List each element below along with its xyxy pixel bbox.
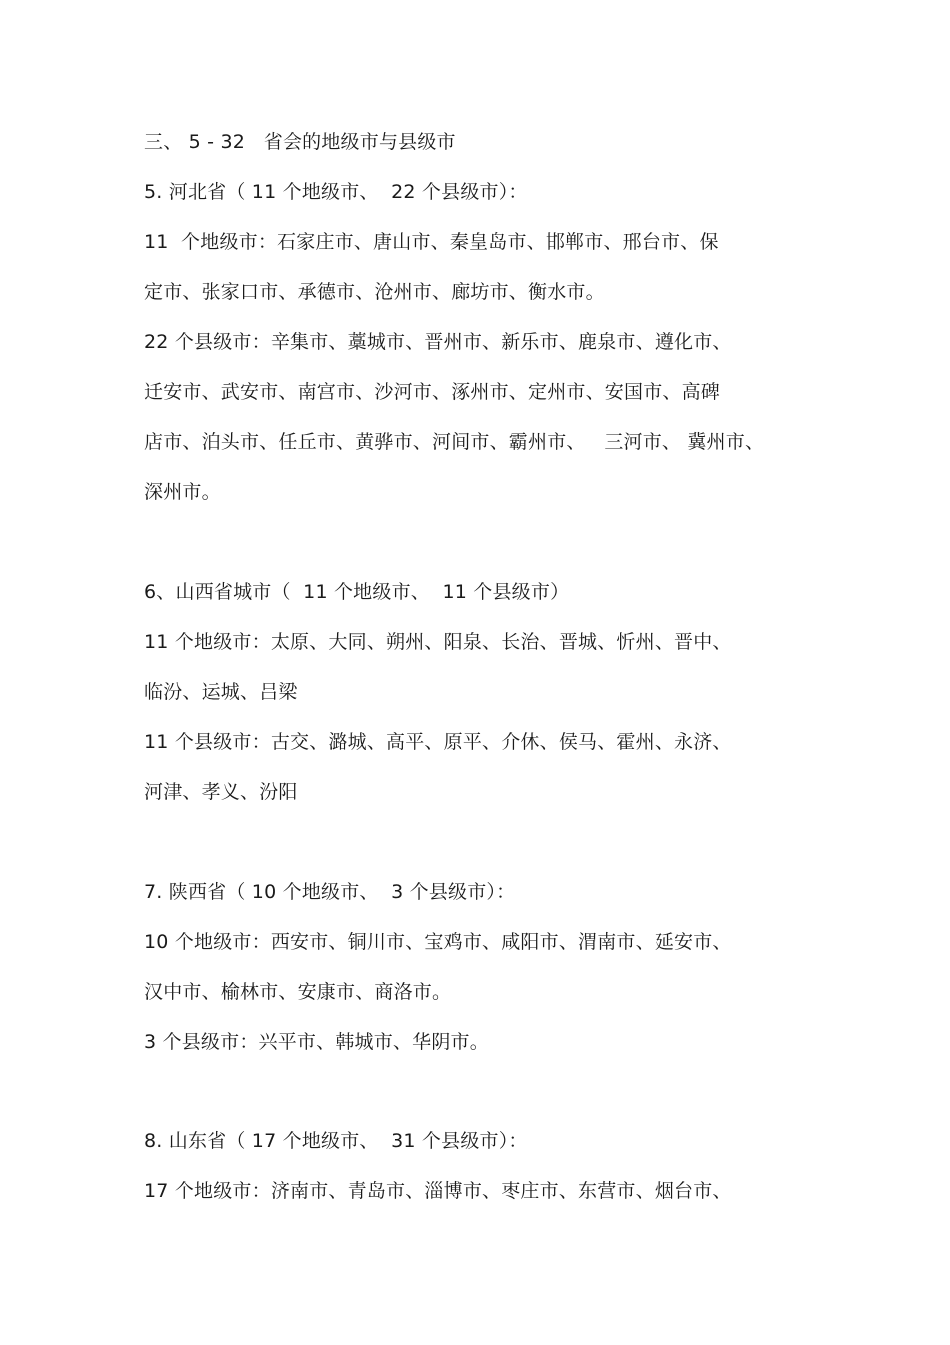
paragraph-line: 临汾、运城、吕梁 [144,681,298,703]
paragraph-line: 11 个县级市：古交、潞城、高平、原平、介休、侯马、霍州、永济、 [144,731,732,753]
paragraph-line: 深州市。 [144,481,221,503]
section-title-shaanxi: 7. 陕西省（ 10 个地级市、 3 个县级市）： [144,881,516,903]
paragraph-line: 17 个地级市：济南市、青岛市、淄博市、枣庄市、东营市、烟台市、 [144,1180,732,1202]
paragraph-line: 11 个地级市：太原、大同、朔州、阳泉、长治、晋城、忻州、晋中、 [144,631,732,653]
document-heading: 三、 5 - 32 省会的地级市与县级市 [144,131,456,153]
paragraph-line: 河津、孝义、汾阳 [144,781,298,803]
paragraph-line: 10 个地级市：西安市、铜川市、宝鸡市、咸阳市、渭南市、延安市、 [144,931,732,953]
paragraph-line: 3 个县级市：兴平市、韩城市、华阴市。 [144,1031,489,1053]
section-title-shanxi: 6、山西省城市（ 11 个地级市、 11 个县级市） [144,581,570,603]
section-title-shandong: 8. 山东省（ 17 个地级市、 31 个县级市）： [144,1130,528,1152]
paragraph-line: 11 个地级市：石家庄市、唐山市、秦皇岛市、邯郸市、邢台市、保 [144,231,719,253]
paragraph-line: 22 个县级市：辛集市、藁城市、晋州市、新乐市、鹿泉市、遵化市、 [144,331,732,353]
paragraph-line: 汉中市、榆林市、安康市、商洛市。 [144,981,452,1003]
paragraph-line: 迁安市、武安市、南宫市、沙河市、涿州市、定州市、安国市、高碑 [144,381,721,403]
paragraph-line: 定市、张家口市、承德市、沧州市、廊坊市、衡水市。 [144,281,605,303]
section-title-hebei: 5. 河北省（ 11 个地级市、 22 个县级市）： [144,181,528,203]
paragraph-line: 店市、泊头市、任丘市、黄骅市、河间市、霸州市、 三河市、 冀州市、 [144,431,765,453]
